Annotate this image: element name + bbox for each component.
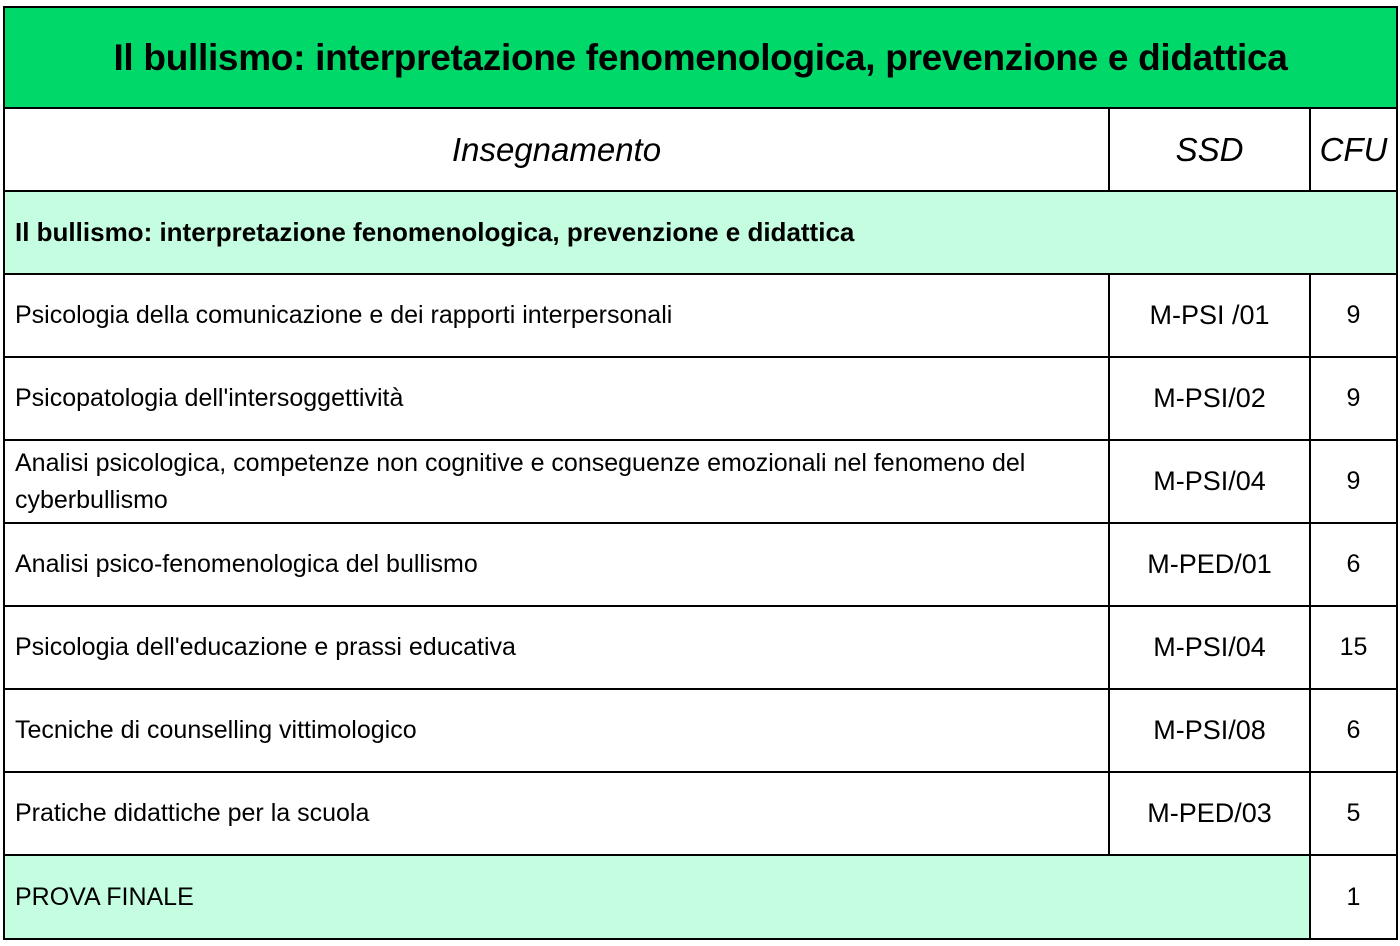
final-row	[4, 855, 1397, 939]
course-cfu: 5	[1310, 772, 1397, 855]
header-ssd: SSD	[1109, 108, 1310, 191]
course-name: Tecniche di counselling vittimologico	[4, 689, 1109, 772]
course-cfu: 6	[1310, 689, 1397, 772]
course-ssd: M-PED/01	[1109, 523, 1310, 606]
course-ssd: M-PSI /01	[1109, 274, 1310, 357]
course-ssd: M-PSI/04	[1109, 440, 1310, 523]
table-row	[4, 689, 1397, 772]
course-name: Pratiche didattiche per la scuola	[4, 772, 1109, 855]
table-row	[4, 772, 1397, 855]
course-cfu: 9	[1310, 357, 1397, 440]
header-insegnamento: Insegnamento	[4, 108, 1109, 191]
final-exam-cfu: 1	[1310, 855, 1397, 939]
course-name: Psicopatologia dell'intersoggettività	[4, 357, 1109, 440]
table-row	[4, 606, 1397, 689]
final-exam-label: PROVA FINALE	[4, 855, 1310, 939]
curriculum-table-container	[3, 6, 1396, 940]
section-row	[4, 191, 1397, 274]
table-row	[4, 440, 1397, 523]
course-cfu: 6	[1310, 523, 1397, 606]
header-cfu: CFU	[1310, 108, 1397, 191]
header-row	[4, 108, 1397, 191]
course-ssd: M-PSI/02	[1109, 357, 1310, 440]
course-cfu: 9	[1310, 440, 1397, 523]
course-name: Analisi psico-fenomenologica del bullismo	[4, 523, 1109, 606]
course-ssd: M-PED/03	[1109, 772, 1310, 855]
title-row	[4, 7, 1397, 108]
course-cfu: 15	[1310, 606, 1397, 689]
course-ssd: M-PSI/08	[1109, 689, 1310, 772]
table-row	[4, 274, 1397, 357]
course-name: Analisi psicologica, competenze non cognitive e conseguenze emozionali nel fenomeno del cyberbullismo	[4, 440, 1109, 523]
table-row	[4, 523, 1397, 606]
section-title: Il bullismo: interpretazione fenomenologica, prevenzione e didattica	[4, 191, 1397, 274]
course-name: Psicologia dell'educazione e prassi educativa	[4, 606, 1109, 689]
table-row	[4, 357, 1397, 440]
course-cfu: 9	[1310, 274, 1397, 357]
course-ssd: M-PSI/04	[1109, 606, 1310, 689]
table-title: Il bullismo: interpretazione fenomenologica, prevenzione e didattica	[4, 7, 1397, 108]
course-name: Psicologia della comunicazione e dei rapporti interpersonali	[4, 274, 1109, 357]
curriculum-table	[3, 6, 1398, 940]
